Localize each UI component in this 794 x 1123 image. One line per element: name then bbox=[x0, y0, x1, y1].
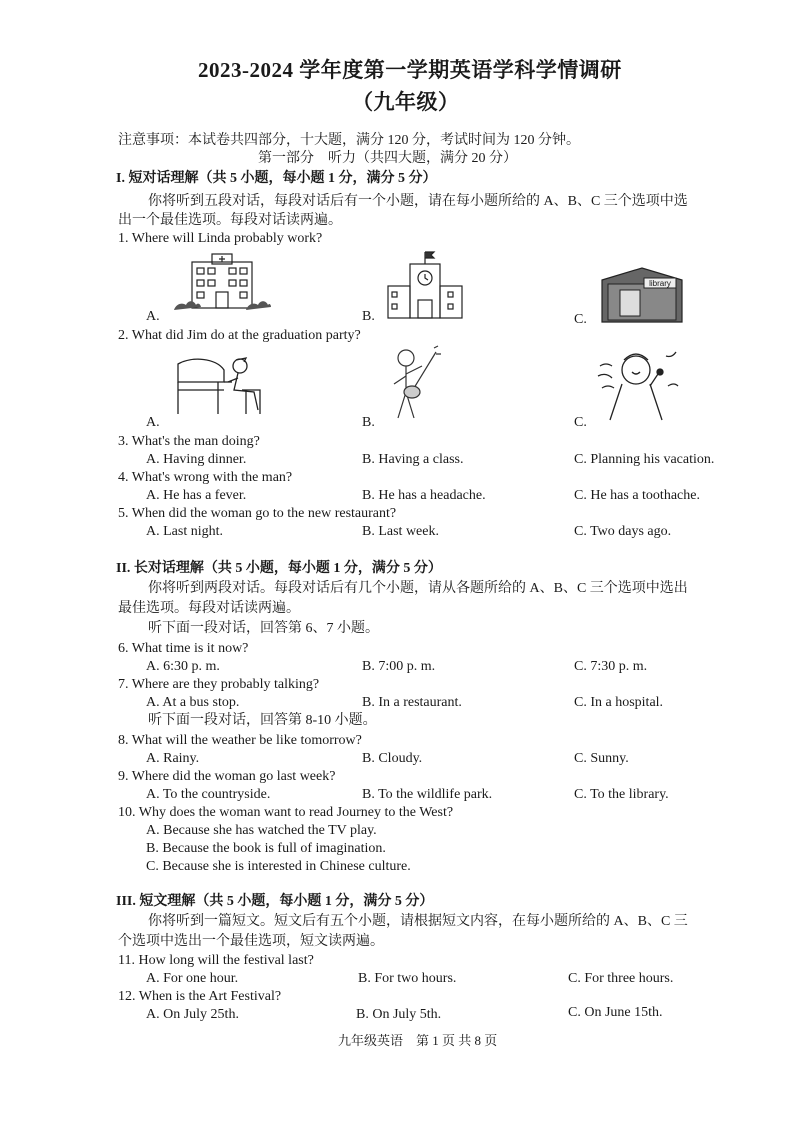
q9-option-c: C. To the library. bbox=[574, 787, 669, 802]
school-picture bbox=[382, 250, 468, 320]
q10-option-a: A. Because she has watched the TV play. bbox=[146, 823, 377, 838]
q4-option-b: B. He has a headache. bbox=[362, 488, 486, 503]
q3-option-b: B. Having a class. bbox=[362, 452, 464, 467]
q2-option-c-label: C. bbox=[574, 415, 587, 430]
q8-option-a: A. Rainy. bbox=[146, 751, 200, 766]
section-2-instructions-line2: 最佳选项。每段对话读两遍。 bbox=[118, 601, 300, 616]
q12-option-c: C. On June 15th. bbox=[568, 1005, 663, 1020]
hospital-picture bbox=[172, 252, 272, 314]
q9-option-a: A. To the countryside. bbox=[146, 787, 271, 802]
question-11: 11. How long will the festival last? bbox=[118, 953, 314, 968]
q3-option-c: C. Planning his vacation. bbox=[574, 452, 715, 467]
question-1: 1. Where will Linda probably work? bbox=[118, 231, 323, 246]
part-one-heading: 第一部分 听力（共四大题，满分 20 分） bbox=[258, 151, 517, 166]
q1-option-c-label: C. bbox=[574, 312, 587, 327]
page-title: 2023-2024 学年度第一学期英语学科学情调研 bbox=[198, 58, 622, 82]
q12-option-b: B. On July 5th. bbox=[356, 1007, 442, 1022]
q1-option-b-label: B. bbox=[362, 309, 375, 324]
q10-option-c: C. Because she is interested in Chinese culture. bbox=[146, 859, 411, 874]
q5-option-a: A. Last night. bbox=[146, 524, 223, 539]
question-12: 12. When is the Art Festival? bbox=[118, 989, 282, 1004]
q11-option-b: B. For two hours. bbox=[358, 971, 457, 986]
q6-option-b: B. 7:00 p. m. bbox=[362, 659, 436, 674]
library-sign-text: library bbox=[649, 279, 671, 288]
q7-option-b: B. In a restaurant. bbox=[362, 695, 462, 710]
guitar-player-picture bbox=[384, 344, 444, 424]
section-2-heading: II. 长对话理解（共 5 小题，每小题 1 分，满分 5 分） bbox=[116, 561, 442, 576]
library-picture bbox=[598, 264, 686, 324]
q8-option-c: C. Sunny. bbox=[574, 751, 629, 766]
q7-option-c: C. In a hospital. bbox=[574, 695, 664, 710]
section-2-subheading-1: 听下面一段对话，回答第 6、7 小题。 bbox=[148, 621, 379, 636]
q8-option-b: B. Cloudy. bbox=[362, 751, 423, 766]
q2-option-a-label: A. bbox=[146, 415, 160, 430]
section-1-instructions-line2: 出一个最佳选项。每段对话读两遍。 bbox=[118, 213, 342, 228]
q9-option-b: B. To the wildlife park. bbox=[362, 787, 493, 802]
question-9: 9. Where did the woman go last week? bbox=[118, 769, 336, 784]
q5-option-c: C. Two days ago. bbox=[574, 524, 672, 539]
question-4: 4. What's wrong with the man? bbox=[118, 470, 293, 485]
question-2: 2. What did Jim do at the graduation party? bbox=[118, 328, 361, 343]
q6-option-a: A. 6:30 p. m. bbox=[146, 659, 220, 674]
q11-option-a: A. For one hour. bbox=[146, 971, 239, 986]
section-3-instructions-line1: 你将听到一篇短文。短文后有五个小题，请根据短文内容，在每小题所给的 A、B、C 三 bbox=[148, 914, 688, 929]
page-subtitle: （九年级） bbox=[352, 90, 460, 114]
q4-option-a: A. He has a fever. bbox=[146, 488, 247, 503]
q2-option-b-label: B. bbox=[362, 415, 375, 430]
q4-option-c: C. He has a toothache. bbox=[574, 488, 700, 503]
question-5: 5. When did the woman go to the new restaurant? bbox=[118, 506, 397, 521]
question-6: 6. What time is it now? bbox=[118, 641, 249, 656]
page-footer: 九年级英语 第 1 页 共 8 页 bbox=[338, 1033, 498, 1048]
section-2-subheading-2: 听下面一段对话，回答第 8-10 小题。 bbox=[148, 713, 377, 728]
piano-picture bbox=[172, 352, 272, 422]
q12-option-a: A. On July 25th. bbox=[146, 1007, 239, 1022]
q6-option-c: C. 7:30 p. m. bbox=[574, 659, 648, 674]
q11-option-c: C. For three hours. bbox=[568, 971, 674, 986]
question-10: 10. Why does the woman want to read Journey to the West? bbox=[118, 805, 454, 820]
section-3-instructions-line2: 个选项中选出一个最佳选项，短文读两遍。 bbox=[118, 934, 384, 949]
q10-option-b: B. Because the book is full of imagination. bbox=[146, 841, 386, 856]
section-2-instructions-line1: 你将听到两段对话。每段对话后有几个小题，请从各题所给的 A、B、C 三个选项中选出 bbox=[148, 581, 688, 596]
q1-option-a-label: A. bbox=[146, 309, 160, 324]
exam-notice: 注意事项：本试卷共四部分，十大题，满分 120 分，考试时间为 120 分钟。 bbox=[118, 133, 580, 148]
q5-option-b: B. Last week. bbox=[362, 524, 439, 539]
singer-picture bbox=[596, 346, 680, 426]
section-3-heading: III. 短文理解（共 5 小题，每小题 1 分，满分 5 分） bbox=[116, 894, 434, 909]
section-1-instructions-line1: 你将听到五段对话，每段对话后有一个小题，请在每小题所给的 A、B、C 三个选项中选 bbox=[148, 194, 688, 209]
question-7: 7. Where are they probably talking? bbox=[118, 677, 320, 692]
question-8: 8. What will the weather be like tomorrow? bbox=[118, 733, 362, 748]
q7-option-a: A. At a bus stop. bbox=[146, 695, 240, 710]
question-3: 3. What's the man doing? bbox=[118, 434, 260, 449]
q3-option-a: A. Having dinner. bbox=[146, 452, 247, 467]
section-1-heading: I. 短对话理解（共 5 小题，每小题 1 分，满分 5 分） bbox=[116, 171, 437, 186]
